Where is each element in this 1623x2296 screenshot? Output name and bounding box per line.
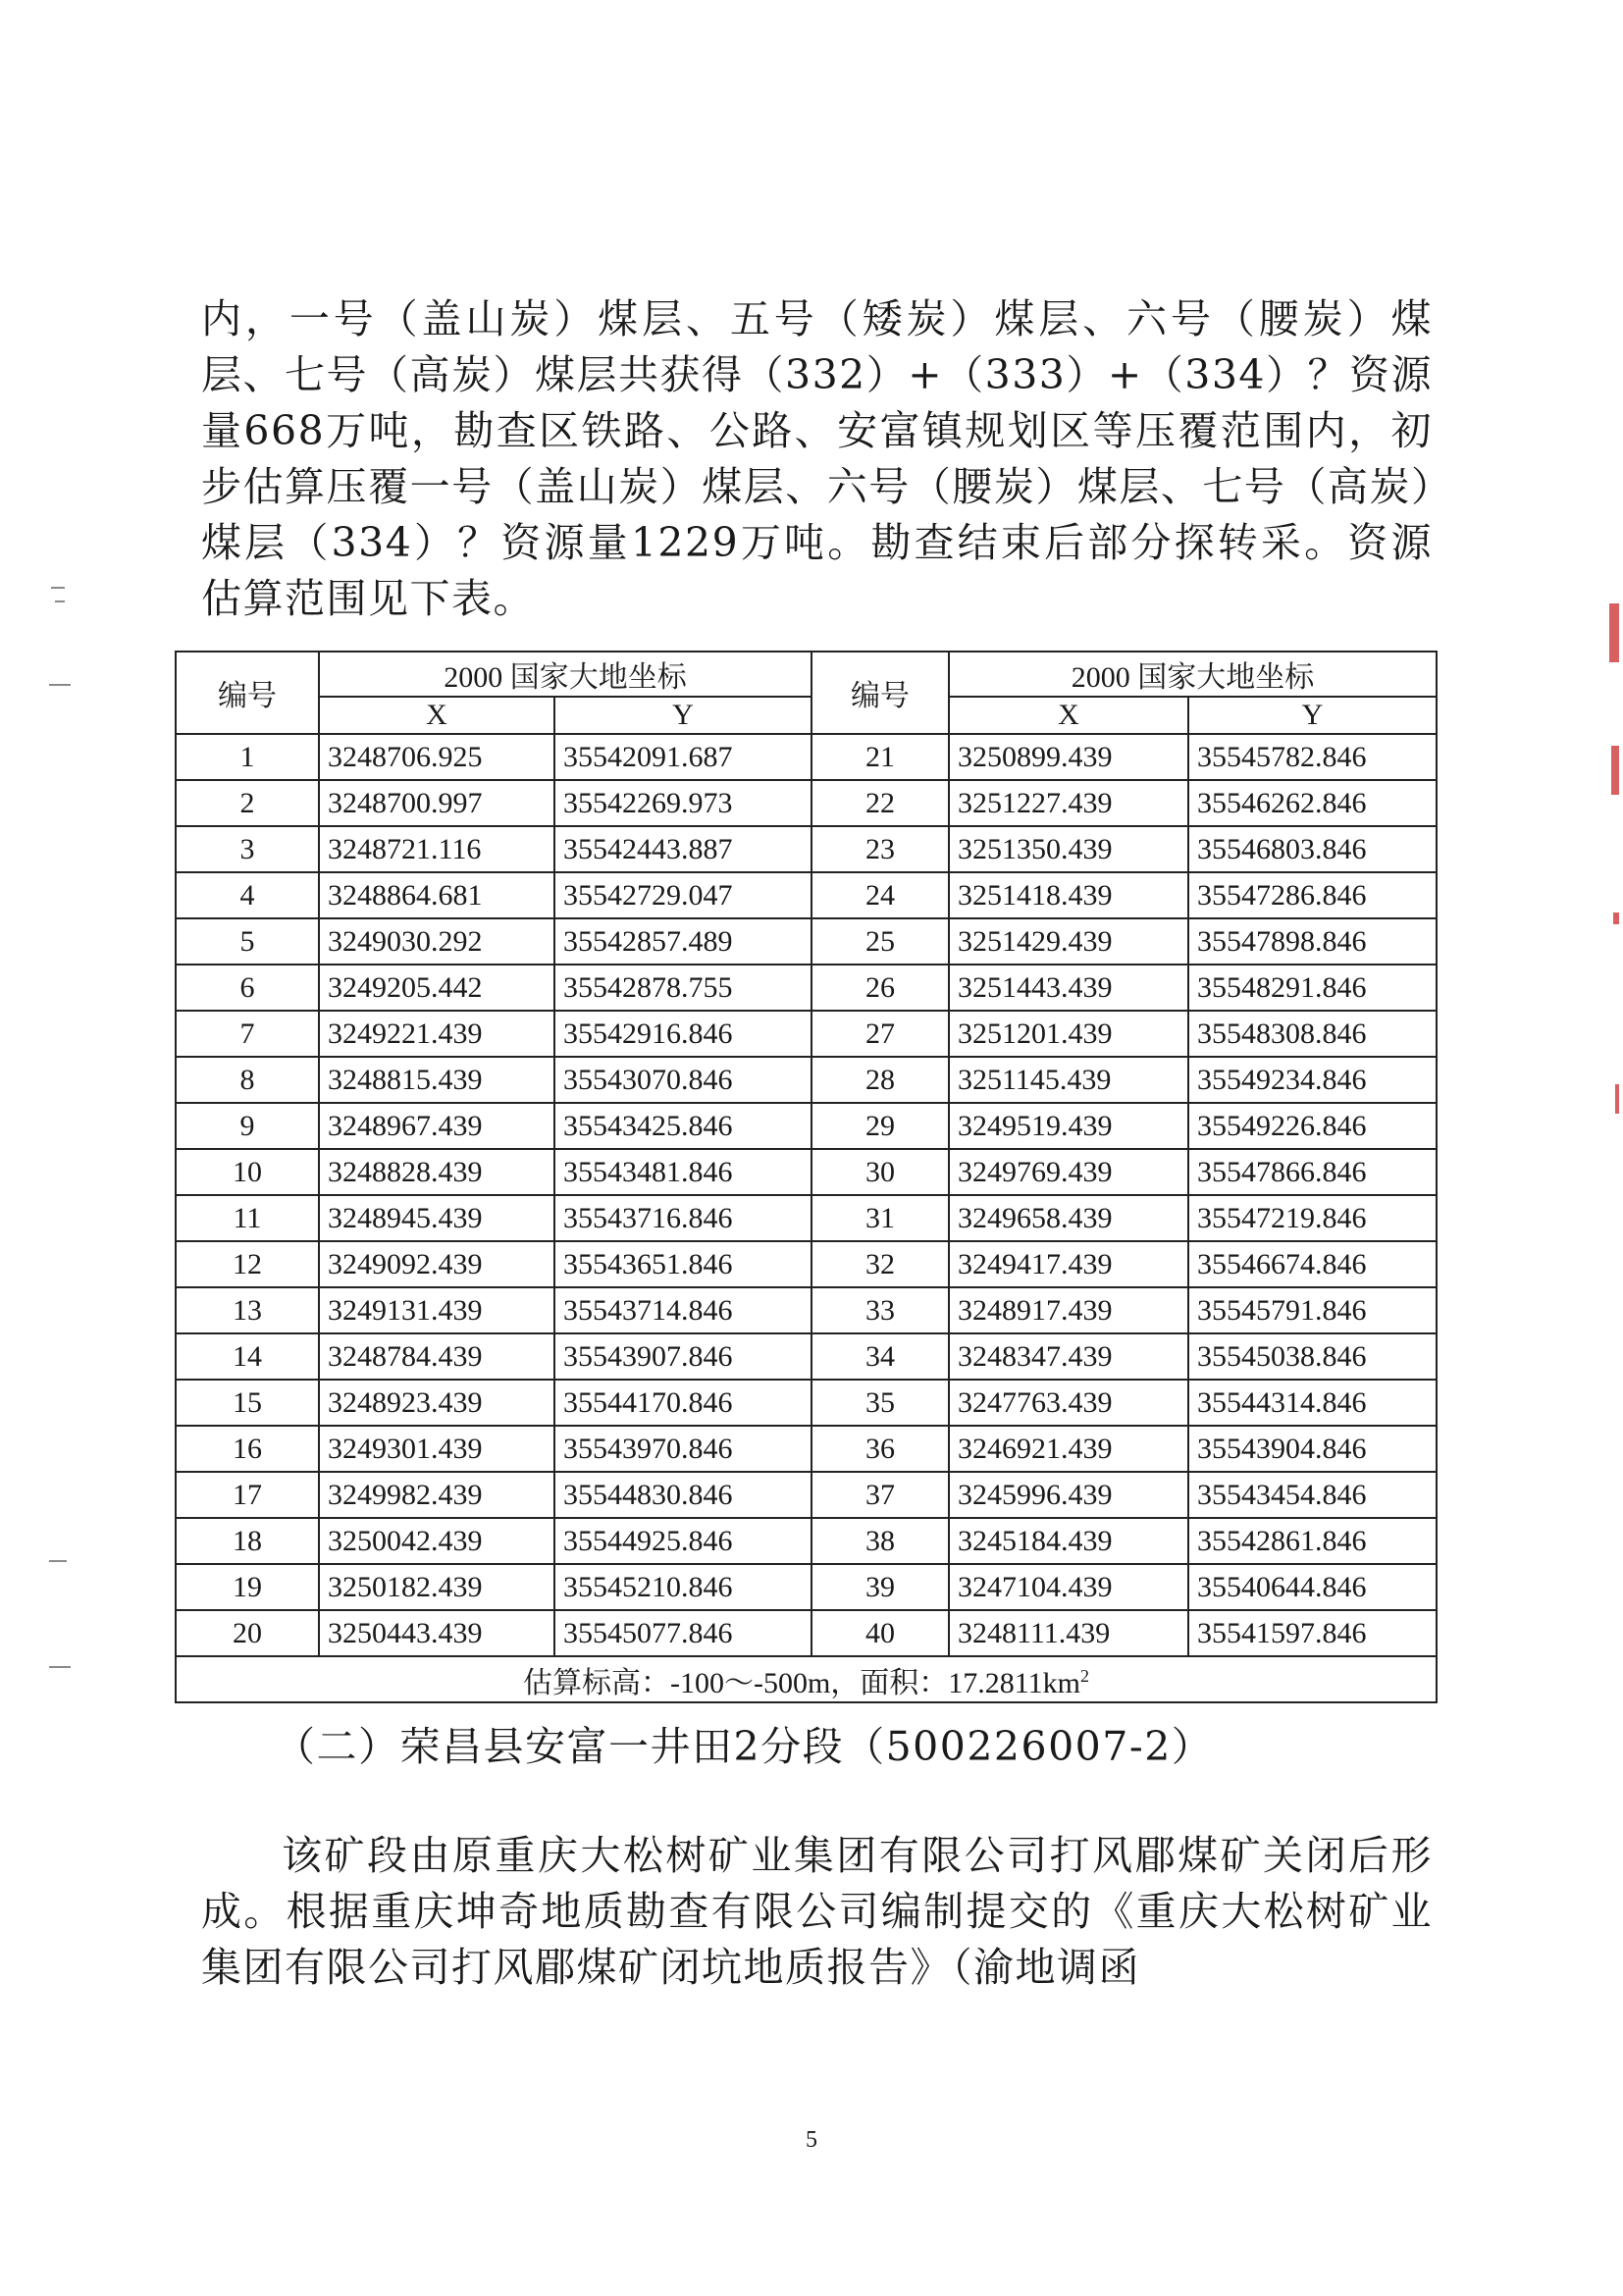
y-coordinate-cell: 35543714.846 bbox=[554, 1287, 812, 1333]
y-coordinate-cell: 35543970.846 bbox=[554, 1426, 812, 1472]
x-coordinate-cell: 3249221.439 bbox=[319, 1011, 554, 1057]
y-coordinate-cell: 35549234.846 bbox=[1188, 1057, 1437, 1103]
x-coordinate-cell: 3249769.439 bbox=[949, 1149, 1188, 1195]
y-column-header: Y bbox=[554, 697, 812, 734]
body-paragraph: 内，一号（盖山炭）煤层、五号（矮炭）煤层、六号（腰炭）煤层、七号（高炭）煤层共获得（332）+（333）+（334）？资源量668万吨，勘查区铁路、公路、安富镇规划区等压覆范围内，初步估算压覆一号（盖山炭）煤层、六号（腰炭）煤层、七号（高炭）煤层（334）？资源量1229万吨。勘查结束后部分探转采。资源估算范围见下表。 bbox=[201, 295, 1433, 622]
table-row bbox=[176, 1518, 1437, 1564]
table-row bbox=[176, 734, 1437, 780]
point-id-cell: 7 bbox=[176, 1011, 319, 1057]
point-id-cell: 37 bbox=[812, 1472, 949, 1518]
x-coordinate-cell: 3250443.439 bbox=[319, 1610, 554, 1656]
x-coordinate-cell: 3251350.439 bbox=[949, 826, 1188, 872]
point-id-cell: 11 bbox=[176, 1195, 319, 1241]
scan-mark bbox=[51, 587, 65, 589]
table-row bbox=[176, 1195, 1437, 1241]
x-coordinate-cell: 3249131.439 bbox=[319, 1287, 554, 1333]
point-id-cell: 18 bbox=[176, 1518, 319, 1564]
y-coordinate-cell: 35547866.846 bbox=[1188, 1149, 1437, 1195]
red-stamp-edge bbox=[1609, 603, 1619, 662]
y-coordinate-cell: 35542861.846 bbox=[1188, 1518, 1437, 1564]
point-id-cell: 15 bbox=[176, 1380, 319, 1426]
point-id-cell: 38 bbox=[812, 1518, 949, 1564]
point-id-cell: 16 bbox=[176, 1426, 319, 1472]
y-coordinate-cell: 35543481.846 bbox=[554, 1149, 812, 1195]
table-row bbox=[176, 1287, 1437, 1333]
x-coordinate-cell: 3251227.439 bbox=[949, 780, 1188, 826]
x-coordinate-cell: 3247104.439 bbox=[949, 1564, 1188, 1610]
y-coordinate-cell: 35546262.846 bbox=[1188, 780, 1437, 826]
section-heading: （二）荣昌县安富一井田2分段（500226007-2） bbox=[275, 1723, 1214, 1770]
x-coordinate-cell: 3249092.439 bbox=[319, 1241, 554, 1287]
point-id-cell: 5 bbox=[176, 918, 319, 965]
table-row bbox=[176, 1241, 1437, 1287]
y-coordinate-cell: 35544170.846 bbox=[554, 1380, 812, 1426]
y-coordinate-cell: 35542916.846 bbox=[554, 1011, 812, 1057]
point-id-cell: 40 bbox=[812, 1610, 949, 1656]
red-stamp-edge bbox=[1613, 913, 1619, 924]
point-id-cell: 22 bbox=[812, 780, 949, 826]
table-row bbox=[176, 780, 1437, 826]
y-coordinate-cell: 35542091.687 bbox=[554, 734, 812, 780]
page-number: 5 bbox=[806, 2127, 817, 2153]
table-subheader-row bbox=[176, 697, 1437, 734]
y-coordinate-cell: 35545782.846 bbox=[1188, 734, 1437, 780]
x-coordinate-cell: 3249982.439 bbox=[319, 1472, 554, 1518]
table-row bbox=[176, 1333, 1437, 1380]
x-coordinate-cell: 3248815.439 bbox=[319, 1057, 554, 1103]
y-coordinate-cell: 35547219.846 bbox=[1188, 1195, 1437, 1241]
y-coordinate-cell: 35548308.846 bbox=[1188, 1011, 1437, 1057]
x-coordinate-cell: 3247763.439 bbox=[949, 1380, 1188, 1426]
point-id-cell: 29 bbox=[812, 1103, 949, 1149]
point-id-cell: 1 bbox=[176, 734, 319, 780]
x-coordinate-cell: 3248923.439 bbox=[319, 1380, 554, 1426]
y-coordinate-cell: 35546674.846 bbox=[1188, 1241, 1437, 1287]
x-coordinate-cell: 3251418.439 bbox=[949, 872, 1188, 918]
x-coordinate-cell: 3246921.439 bbox=[949, 1426, 1188, 1472]
point-id-cell: 28 bbox=[812, 1057, 949, 1103]
x-coordinate-cell: 3248864.681 bbox=[319, 872, 554, 918]
y-coordinate-cell: 35543904.846 bbox=[1188, 1426, 1437, 1472]
point-id-cell: 17 bbox=[176, 1472, 319, 1518]
x-coordinate-cell: 3245184.439 bbox=[949, 1518, 1188, 1564]
x-coordinate-cell: 3251443.439 bbox=[949, 965, 1188, 1011]
x-coordinate-cell: 3248917.439 bbox=[949, 1287, 1188, 1333]
y-coordinate-cell: 35544314.846 bbox=[1188, 1380, 1437, 1426]
x-coordinate-cell: 3249205.442 bbox=[319, 965, 554, 1011]
x-coordinate-cell: 3249417.439 bbox=[949, 1241, 1188, 1287]
y-coordinate-cell: 35542878.755 bbox=[554, 965, 812, 1011]
y-coordinate-cell: 35540644.846 bbox=[1188, 1564, 1437, 1610]
point-id-cell: 20 bbox=[176, 1610, 319, 1656]
point-id-cell: 25 bbox=[812, 918, 949, 965]
estimation-note bbox=[176, 1656, 1437, 1702]
x-coordinate-cell: 3250899.439 bbox=[949, 734, 1188, 780]
y-coordinate-cell: 35544830.846 bbox=[554, 1472, 812, 1518]
y-coordinate-cell: 35545038.846 bbox=[1188, 1333, 1437, 1380]
point-id-cell: 21 bbox=[812, 734, 949, 780]
y-coordinate-cell: 35543070.846 bbox=[554, 1057, 812, 1103]
table-row bbox=[176, 1426, 1437, 1472]
y-coordinate-cell: 35543651.846 bbox=[554, 1241, 812, 1287]
y-coordinate-cell: 35546803.846 bbox=[1188, 826, 1437, 872]
x-coordinate-cell: 3248706.925 bbox=[319, 734, 554, 780]
point-id-cell: 36 bbox=[812, 1426, 949, 1472]
scan-mark bbox=[49, 1666, 71, 1668]
y-coordinate-cell: 35545077.846 bbox=[554, 1610, 812, 1656]
y-coordinate-cell: 35544925.846 bbox=[554, 1518, 812, 1564]
y-coordinate-cell: 35549226.846 bbox=[1188, 1103, 1437, 1149]
point-id-cell: 30 bbox=[812, 1149, 949, 1195]
scan-mark bbox=[49, 1560, 67, 1562]
point-id-cell: 32 bbox=[812, 1241, 949, 1287]
y-coordinate-cell: 35542857.489 bbox=[554, 918, 812, 965]
id-column-header: 编号 bbox=[812, 652, 949, 734]
x-coordinate-cell: 3248721.116 bbox=[319, 826, 554, 872]
y-coordinate-cell: 35543716.846 bbox=[554, 1195, 812, 1241]
point-id-cell: 3 bbox=[176, 826, 319, 872]
y-coordinate-cell: 35545791.846 bbox=[1188, 1287, 1437, 1333]
point-id-cell: 12 bbox=[176, 1241, 319, 1287]
x-coordinate-cell: 3248967.439 bbox=[319, 1103, 554, 1149]
x-coordinate-cell: 3251145.439 bbox=[949, 1057, 1188, 1103]
y-coordinate-cell: 35542729.047 bbox=[554, 872, 812, 918]
table-footer-row bbox=[176, 1656, 1437, 1702]
point-id-cell: 34 bbox=[812, 1333, 949, 1380]
point-id-cell: 31 bbox=[812, 1195, 949, 1241]
id-column-header: 编号 bbox=[176, 652, 319, 734]
point-id-cell: 8 bbox=[176, 1057, 319, 1103]
point-id-cell: 9 bbox=[176, 1103, 319, 1149]
x-coordinate-cell: 3249519.439 bbox=[949, 1103, 1188, 1149]
x-coordinate-cell: 3249658.439 bbox=[949, 1195, 1188, 1241]
table-row bbox=[176, 1011, 1437, 1057]
x-coordinate-cell: 3248347.439 bbox=[949, 1333, 1188, 1380]
x-coordinate-cell: 3248700.997 bbox=[319, 780, 554, 826]
point-id-cell: 19 bbox=[176, 1564, 319, 1610]
y-coordinate-cell: 35543425.846 bbox=[554, 1103, 812, 1149]
x-coordinate-cell: 3249030.292 bbox=[319, 918, 554, 965]
y-coordinate-cell: 35547898.846 bbox=[1188, 918, 1437, 965]
x-coordinate-cell: 3245996.439 bbox=[949, 1472, 1188, 1518]
point-id-cell: 24 bbox=[812, 872, 949, 918]
y-coordinate-cell: 35543454.846 bbox=[1188, 1472, 1437, 1518]
coordinate-system-header: 2000 国家大地坐标 bbox=[949, 652, 1437, 697]
estimation-note-text: 估算标高：-100～-500m，面积：17.2811km bbox=[522, 1666, 1081, 1699]
coordinate-table bbox=[175, 651, 1438, 1703]
table-row bbox=[176, 872, 1437, 918]
y-coordinate-cell: 35547286.846 bbox=[1188, 872, 1437, 918]
scan-mark bbox=[49, 684, 71, 686]
point-id-cell: 6 bbox=[176, 965, 319, 1011]
table-row bbox=[176, 1610, 1437, 1656]
y-coordinate-cell: 35548291.846 bbox=[1188, 965, 1437, 1011]
x-coordinate-cell: 3248784.439 bbox=[319, 1333, 554, 1380]
y-coordinate-cell: 35543907.846 bbox=[554, 1333, 812, 1380]
y-coordinate-cell: 35542443.887 bbox=[554, 826, 812, 872]
point-id-cell: 13 bbox=[176, 1287, 319, 1333]
table-row bbox=[176, 1057, 1437, 1103]
table-row bbox=[176, 918, 1437, 965]
y-coordinate-cell: 35545210.846 bbox=[554, 1564, 812, 1610]
table-row bbox=[176, 826, 1437, 872]
x-coordinate-cell: 3250182.439 bbox=[319, 1564, 554, 1610]
point-id-cell: 2 bbox=[176, 780, 319, 826]
table-row bbox=[176, 1472, 1437, 1518]
point-id-cell: 23 bbox=[812, 826, 949, 872]
table-row bbox=[176, 965, 1437, 1011]
x-coordinate-cell: 3250042.439 bbox=[319, 1518, 554, 1564]
table-header-row bbox=[176, 652, 1437, 697]
point-id-cell: 26 bbox=[812, 965, 949, 1011]
y-column-header: Y bbox=[1188, 697, 1437, 734]
x-coordinate-cell: 3248945.439 bbox=[319, 1195, 554, 1241]
point-id-cell: 4 bbox=[176, 872, 319, 918]
area-unit-superscript: 2 bbox=[1080, 1665, 1090, 1686]
x-column-header: X bbox=[949, 697, 1188, 734]
table-row bbox=[176, 1103, 1437, 1149]
table-row bbox=[176, 1149, 1437, 1195]
x-coordinate-cell: 3251429.439 bbox=[949, 918, 1188, 965]
x-coordinate-cell: 3249301.439 bbox=[319, 1426, 554, 1472]
x-coordinate-cell: 3248111.439 bbox=[949, 1610, 1188, 1656]
x-coordinate-cell: 3251201.439 bbox=[949, 1011, 1188, 1057]
x-column-header: X bbox=[319, 697, 554, 734]
table-row bbox=[176, 1380, 1437, 1426]
body-paragraph: 该矿段由原重庆大松树矿业集团有限公司打风郿煤矿关闭后形成。根据重庆坤奇地质勘查有限公司编制提交的《重庆大松树矿业集团有限公司打风郿煤矿闭坑地质报告》（渝地调函 bbox=[201, 1832, 1433, 1991]
scan-mark bbox=[55, 600, 65, 602]
point-id-cell: 33 bbox=[812, 1287, 949, 1333]
coordinate-system-header: 2000 国家大地坐标 bbox=[319, 652, 812, 697]
point-id-cell: 39 bbox=[812, 1564, 949, 1610]
point-id-cell: 27 bbox=[812, 1011, 949, 1057]
red-stamp-edge bbox=[1611, 746, 1619, 795]
red-stamp-edge bbox=[1615, 1084, 1619, 1114]
y-coordinate-cell: 35541597.846 bbox=[1188, 1610, 1437, 1656]
point-id-cell: 35 bbox=[812, 1380, 949, 1426]
y-coordinate-cell: 35542269.973 bbox=[554, 780, 812, 826]
x-coordinate-cell: 3248828.439 bbox=[319, 1149, 554, 1195]
table-row bbox=[176, 1564, 1437, 1610]
point-id-cell: 14 bbox=[176, 1333, 319, 1380]
point-id-cell: 10 bbox=[176, 1149, 319, 1195]
